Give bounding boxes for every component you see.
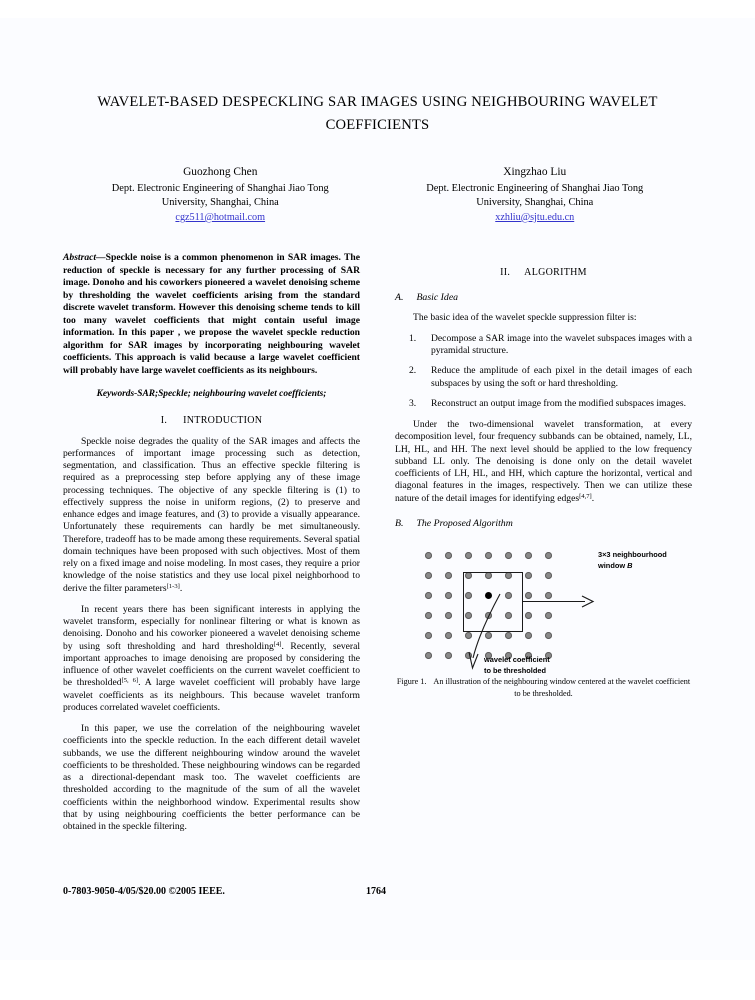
author-email-link[interactable]: xzhliu@sjtu.edu.cn bbox=[495, 211, 575, 223]
intro-p1-tail: . bbox=[179, 582, 183, 594]
arrow-head-icon bbox=[581, 595, 595, 608]
wavelet-coefficient-dot bbox=[425, 632, 432, 639]
wavelet-coefficient-dot bbox=[545, 552, 552, 559]
wavelet-coefficient-dot bbox=[445, 572, 452, 579]
wavelet-coefficient-dot bbox=[505, 552, 512, 559]
section-number: II. bbox=[500, 267, 511, 278]
body-columns bbox=[63, 252, 692, 882]
wavelet-coefficient-dot bbox=[525, 612, 532, 619]
subsection-label: B. bbox=[395, 517, 404, 529]
algorithm-steps-list bbox=[395, 333, 692, 410]
step-number: 3. bbox=[409, 397, 417, 409]
coefficient-annotation-label bbox=[484, 654, 604, 676]
section-title: ALGORITHM bbox=[524, 267, 587, 278]
copyright-notice: 0-7803-9050-4/05/$20.00 ©2005 IEEE. bbox=[63, 886, 225, 897]
step-text: Decompose a SAR image into the wavelet subspaces images with a pyramidal structure. bbox=[431, 332, 692, 356]
page-number: 1764 bbox=[366, 886, 386, 897]
window-annotation-symbol: B bbox=[627, 561, 633, 570]
section-number: I. bbox=[160, 415, 168, 427]
closing-text: Under the two-dimensional wavelet transformation, at every decomposition level, four frequency subbands can be obtained, namely, LL, LH, HL, and HH. The next level should be applied to the low frequency subband LL only. The denoising is done only on the detail wavelet coefficients of LH, HL, and HH, which capture the horizontal, vertical and diagonal features in the images, respectively. Then we can utilize these nature of the detail images for identifying edges bbox=[395, 419, 692, 504]
wavelet-coefficient-dot bbox=[425, 612, 432, 619]
wavelet-coefficient-dot bbox=[525, 552, 532, 559]
basic-idea-closing bbox=[395, 419, 692, 505]
figure-1 bbox=[395, 544, 692, 696]
figure-caption-text: An illustration of the neighbouring window centered at the wavelet coefficient to be thresholded. bbox=[433, 677, 691, 698]
author-email-link[interactable]: cgz511@hotmail.com bbox=[175, 211, 266, 223]
intro-p1-text: Speckle noise degrades the quality of the SAR images and affects the performances of important image processing such as detection, segmentation, and classification. Thus an effective speckle filtering is required as a preprocessing step before applying any of these image processing techniques. The objective of any speckle filtering is (1) to effectively suppress the noise in uniform regions, (2) to preserve and enhance edges and image features, and (3) to provide a visually appearance. Unfortunately these requirements can hardly be met simultaneously. Therefore, tradeoff has to be made among these requirements. Several spatial domain techniques have been proposed with such objectives. Most of them rely on a fixed image and noise modeling. In most cases, they require a prior knowledge of the noise statistics and they use local pixel neighborhood to derive the filter parameters bbox=[63, 435, 360, 594]
basic-idea-intro: The basic idea of the wavelet speckle suppression filter is: bbox=[413, 311, 637, 323]
wavelet-coefficient-dot bbox=[425, 652, 432, 659]
coefficient-annotation-line1: wavelet coefficient bbox=[484, 655, 550, 664]
figure-number: Figure 1. bbox=[396, 677, 427, 686]
subsection-label: A. bbox=[395, 292, 404, 304]
abstract-paragraph bbox=[63, 252, 360, 377]
author-affiliation-line1: Dept. Electronic Engineering of Shanghai Jiao Tong bbox=[111, 182, 329, 194]
wavelet-coefficient-dot bbox=[545, 592, 552, 599]
list-item bbox=[395, 398, 692, 410]
window-annotation-leader-line bbox=[523, 601, 585, 602]
wavelet-coefficient-dot bbox=[445, 552, 452, 559]
page-title: WAVELET-BASED DESPECKLING SAR IMAGES USING NEIGHBOURING WAVELET COEFFICIENTS bbox=[97, 94, 658, 133]
wavelet-coefficient-dot bbox=[545, 632, 552, 639]
intro-p2-text-c: . A large wavelet coefficient will probably have large wavelet coefficients as its neighbours. This because wavelet tranform produces correlated wavelet coefficients. bbox=[63, 677, 360, 713]
abstract-body: Speckle noise is a common phenomenon in SAR images. The reduction of speckle is necessary for any further processing of SAR image. Donoho and his coworkers pioneered a wavelet denoising scheme by thresholding the wavelet coefficients arising from the standard discrete wavelet transform. However this denoising scheme tends to kill too many wavelet coefficients that might contain useful image information. In this paper , we propose the wavelet speckle reduction algorithm for SAR images by incorporating neighbouring wavelet coefficients. This approach is valid because a large wavelet coefficient will probably have large wavelet coefficients as its neighbours. bbox=[63, 252, 360, 376]
step-text: Reduce the amplitude of each pixel in the detail images of each subspaces by using the soft or hard thresholding. bbox=[431, 365, 692, 389]
wavelet-coefficient-dot bbox=[445, 592, 452, 599]
citation-ref[interactable]: [1-3] bbox=[166, 582, 180, 590]
paper-sheet bbox=[63, 18, 692, 960]
closing-tail: . bbox=[591, 492, 595, 504]
wavelet-coefficient-dot bbox=[445, 632, 452, 639]
column-left bbox=[63, 252, 360, 833]
figure-caption bbox=[395, 676, 692, 699]
wavelet-coefficient-dot bbox=[545, 572, 552, 579]
list-item bbox=[395, 365, 692, 390]
step-number: 1. bbox=[409, 332, 417, 344]
citation-ref[interactable]: [4,7] bbox=[579, 492, 592, 500]
author-entry bbox=[63, 165, 378, 225]
paper-page bbox=[0, 18, 755, 960]
author-affiliation-line1: Dept. Electronic Engineering of Shanghai Jiao Tong bbox=[426, 182, 644, 194]
coefficient-annotation-line2: to be thresholded bbox=[484, 666, 547, 675]
citation-ref[interactable]: [4] bbox=[273, 640, 282, 648]
page-footer bbox=[63, 886, 692, 906]
intro-paragraph-2 bbox=[63, 604, 360, 714]
subsection-heading-basic-idea bbox=[395, 292, 692, 304]
wavelet-coefficient-dot bbox=[525, 572, 532, 579]
author-entry bbox=[378, 165, 693, 225]
intro-paragraph-1 bbox=[63, 436, 360, 595]
window-annotation-line2 bbox=[598, 560, 694, 571]
wavelet-coefficient-dot bbox=[425, 552, 432, 559]
window-annotation-line2-pre: window bbox=[598, 561, 628, 570]
wavelet-coefficient-dot bbox=[425, 592, 432, 599]
section-heading-introduction bbox=[63, 415, 360, 427]
wavelet-coefficient-dot bbox=[545, 612, 552, 619]
list-item bbox=[395, 333, 692, 358]
wavelet-coefficient-dot bbox=[465, 552, 472, 559]
intro-p2-text-a: In recent years there has been significant interests in applying the wavelet transform, especially for nonlinear filtering or what is known as denoising. Donoho and his coworker pioneered a wavelet denoising scheme by using soft thresholding and hard thresholding bbox=[63, 603, 360, 652]
author-name: Xingzhao Liu bbox=[503, 166, 567, 178]
intro-paragraph-3: In this paper, we use the correlation of the neighbouring wavelet coefficients into the speckle reduction. In the each different detail wavelet subbands, we use the different neighbouring window around the wavelet coefficients to be thresholded. These neighbouring windows can be regarded as a directional-dependant mask too. The wavelet coefficients are thresholded according to the magnitude of the sum of all the wavelet coefficients within the neighborhood window. Experimental results show that by using neighbouring coefficients the better performance can be obtained in the speckle filtering. bbox=[63, 723, 360, 832]
wavelet-coefficient-dot bbox=[425, 572, 432, 579]
keywords-line: Keywords-SAR;Speckle; neighbouring wavelet coefficients; bbox=[96, 389, 327, 399]
section-heading-algorithm bbox=[395, 267, 692, 279]
window-annotation-line1: 3×3 neighbourhood bbox=[598, 550, 667, 559]
window-annotation-label bbox=[598, 549, 694, 571]
author-name: Guozhong Chen bbox=[183, 166, 258, 178]
author-affiliation-line2: University, Shanghai, China bbox=[161, 197, 279, 209]
step-number: 2. bbox=[409, 365, 417, 377]
wavelet-coefficient-dot bbox=[445, 612, 452, 619]
author-block bbox=[63, 165, 692, 225]
subsection-title: The Proposed Algorithm bbox=[416, 517, 513, 529]
intro-p2-text-b: . Recently, several important approaches to image denoising are proposed by considering the influence of other wavelet coefficients on the current wavelet coefficient to be thresholded bbox=[63, 640, 360, 689]
author-affiliation-line2: University, Shanghai, China bbox=[476, 197, 594, 209]
wavelet-coefficient-dot bbox=[485, 552, 492, 559]
column-right bbox=[395, 252, 692, 696]
subsection-heading-proposed-algorithm bbox=[395, 518, 692, 530]
wavelet-coefficient-dot bbox=[525, 632, 532, 639]
citation-ref[interactable]: [5, 6] bbox=[121, 677, 139, 685]
wavelet-coefficient-dot bbox=[445, 652, 452, 659]
wavelet-coefficient-dot bbox=[525, 592, 532, 599]
subsection-title: Basic Idea bbox=[416, 292, 459, 304]
step-text: Reconstruct an output image from the modified subspaces images. bbox=[431, 397, 686, 409]
section-title: INTRODUCTION bbox=[183, 415, 263, 427]
abstract-lead: Abstract— bbox=[63, 252, 106, 263]
